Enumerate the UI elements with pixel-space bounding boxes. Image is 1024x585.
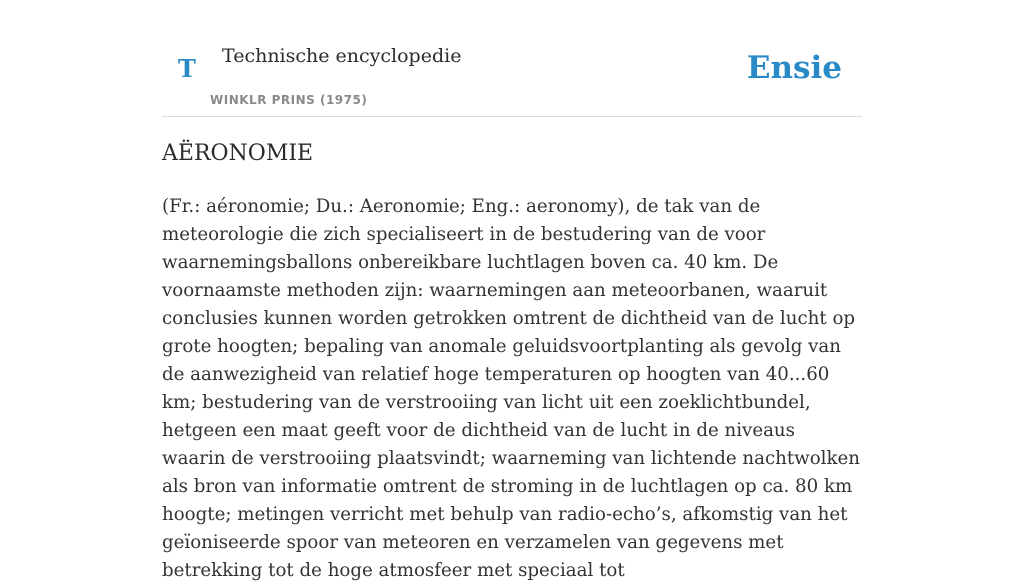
book-subtitle: WINKLR PRINS (1975) xyxy=(210,93,368,107)
page-header xyxy=(162,36,862,117)
book-logo-icon[interactable]: T xyxy=(178,54,196,83)
entry-title: AËRONOMIE xyxy=(162,141,314,166)
entry-body: (Fr.: aéronomie; Du.: Aeronomie; Eng.: aeronomy), de tak van de meteorologie die zich specialiseert in de bestudering van de voor waarnemingsballons onbereikbare luchtlagen boven ca. 40 km. De voornaamste methoden zijn: waarnemingen aan meteoorbanen, waaruit conclusies kunnen worden getrokken omtrent de dichtheid van de lucht op grote hoogten; bepaling van anomale geluidsvoortplanting als gevolg van de aanwezigheid van relatief hoge temperaturen op hoogten van 40...60 km; bestudering van de verstrooiing van licht uit een zoeklichtbundel, hetgeen een maat geeft voor de dichtheid van de lucht in de niveaus waarin de verstrooiing plaatsvindt; waarneming van lichtende nachtwolken als bron van informatie omtrent de stroming in de luchtlagen op ca. 80 km hoogte; metingen verricht met behulp van radio-echo’s, afkomstig van het geïoniseerde spoor van meteoren en verzamelen van gegevens met betrekking tot de hoge atmosfeer met speciaal tot xyxy=(162,196,860,581)
book-title-link[interactable]: Technische encyclopedie xyxy=(222,45,462,67)
brand-logo[interactable]: Ensie xyxy=(746,50,842,86)
